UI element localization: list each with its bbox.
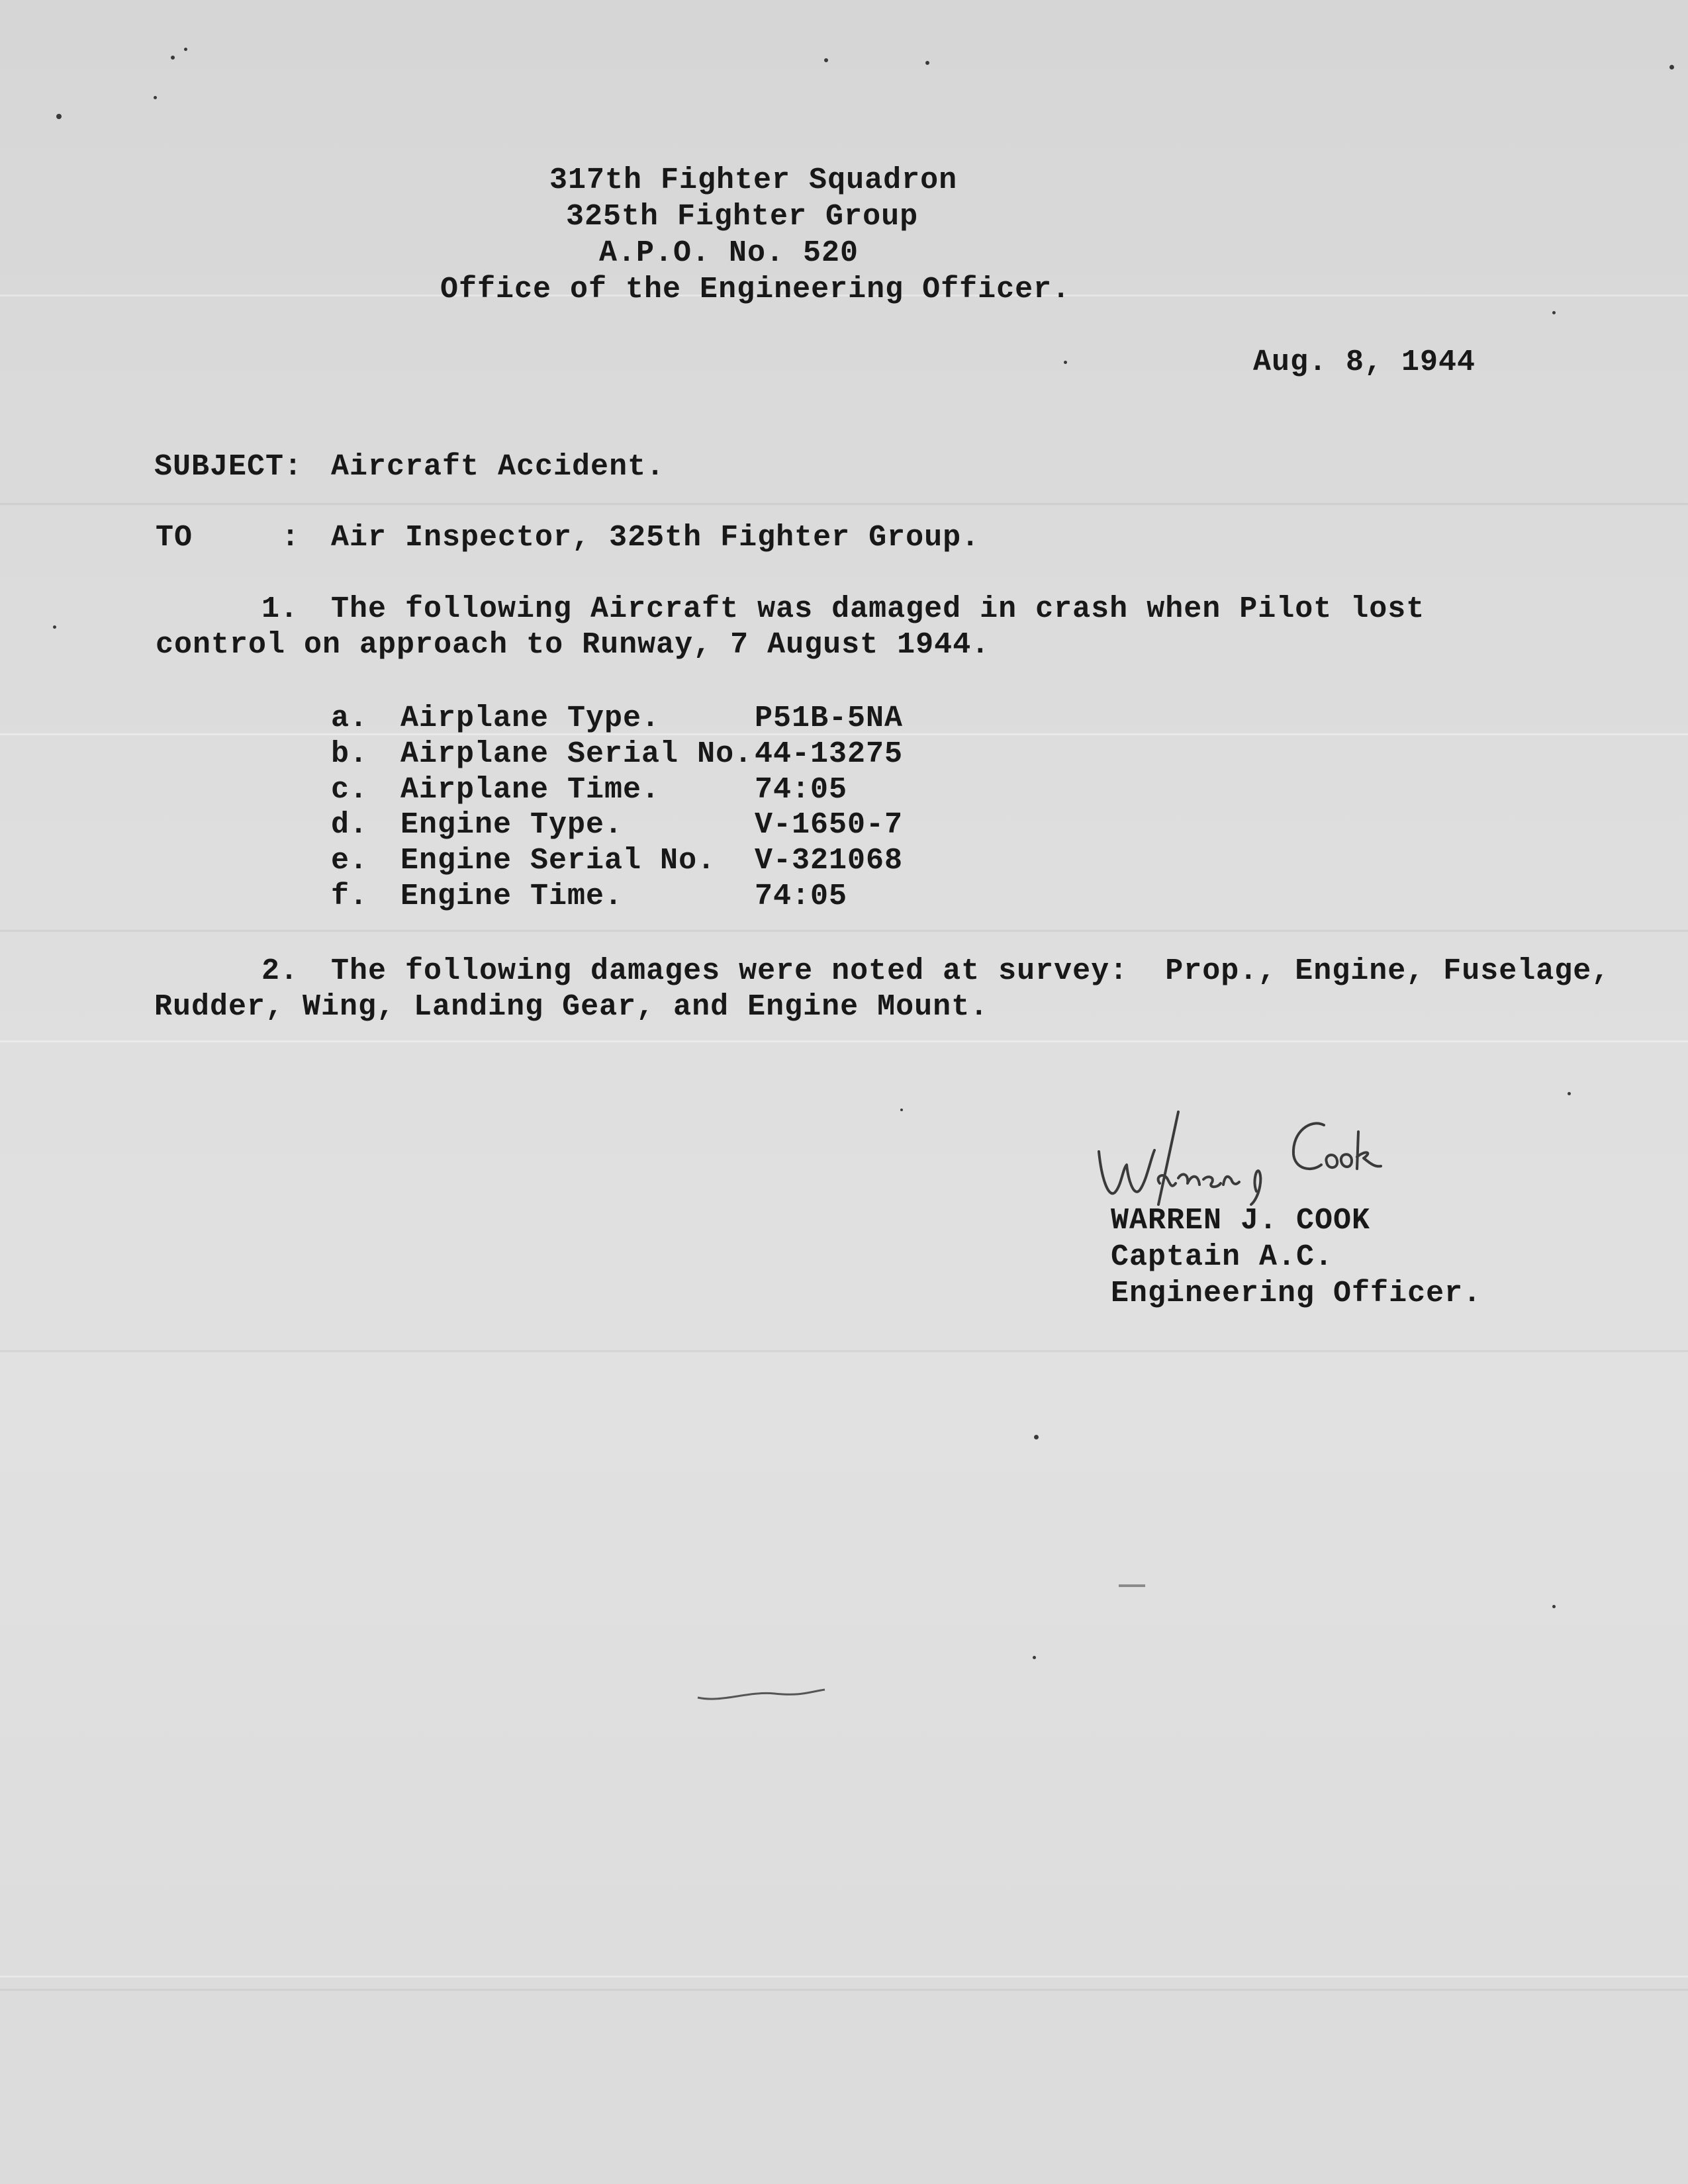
signer-title: Engineering Officer. <box>1111 1277 1482 1310</box>
speck <box>1033 1656 1036 1659</box>
scratch-mark <box>1119 1584 1145 1587</box>
speck <box>900 1109 903 1111</box>
subject-label: SUBJECT: <box>154 450 303 484</box>
speck <box>1568 1092 1571 1095</box>
scan-line <box>0 930 1688 932</box>
scan-line <box>0 1989 1688 1991</box>
scan-line <box>0 1976 1688 1978</box>
speck <box>1669 65 1674 69</box>
item-value: V-321068 <box>755 844 904 878</box>
item-letter: c. <box>331 773 369 807</box>
speck <box>53 625 56 629</box>
item-letter: d. <box>331 808 369 842</box>
speck <box>1034 1435 1039 1439</box>
handwritten-signature <box>1086 1105 1390 1218</box>
item-value: 44-13275 <box>755 737 904 771</box>
item-label: Airplane Serial No. <box>400 737 753 771</box>
item-letter: b. <box>331 737 369 771</box>
signer-rank: Captain A.C. <box>1111 1240 1334 1274</box>
item-label: Airplane Time. <box>400 773 661 807</box>
to-separator: : <box>281 521 301 555</box>
subject-value: Aircraft Accident. <box>331 450 665 484</box>
speck <box>184 48 187 51</box>
letterhead-apo: A.P.O. No. 520 <box>599 236 859 270</box>
paragraph-2-line-1: The following damages were noted at survey: Prop., Engine, Fuselage, <box>331 954 1611 988</box>
item-value: 74:05 <box>755 880 848 913</box>
item-label: Engine Serial No. <box>400 844 716 878</box>
document-date: Aug. 8, 1944 <box>1253 345 1476 379</box>
speck <box>824 58 828 62</box>
letterhead-squadron: 317th Fighter Squadron <box>549 163 958 197</box>
paragraph-2-number: 2. <box>261 954 299 988</box>
speck <box>925 61 929 65</box>
letterhead-office: Office of the Engineering Officer. <box>440 273 1071 306</box>
to-value: Air Inspector, 325th Fighter Group. <box>331 521 980 555</box>
item-letter: e. <box>331 844 369 878</box>
item-value: V-1650-7 <box>755 808 904 842</box>
speck <box>56 114 62 119</box>
paragraph-1-number: 1. <box>261 592 299 626</box>
speck <box>1064 361 1067 364</box>
speck <box>154 96 157 99</box>
paragraph-2-line-2: Rudder, Wing, Landing Gear, and Engine Mount. <box>154 990 989 1024</box>
item-label: Engine Type. <box>400 808 624 842</box>
scan-line <box>0 1040 1688 1042</box>
item-letter: a. <box>331 702 369 735</box>
scratch-mark <box>695 1684 827 1704</box>
paragraph-1-line-2: control on approach to Runway, 7 August 1944. <box>156 628 990 662</box>
item-label: Airplane Type. <box>400 702 661 735</box>
scan-line <box>0 503 1688 505</box>
speck <box>1552 311 1556 314</box>
speck <box>1552 1605 1556 1608</box>
item-value: P51B-5NA <box>755 702 904 735</box>
item-value: 74:05 <box>755 773 848 807</box>
speck <box>171 56 175 60</box>
item-label: Engine Time. <box>400 880 624 913</box>
signer-name: WARREN J. COOK <box>1111 1204 1371 1238</box>
scan-line <box>0 1350 1688 1352</box>
paragraph-1-line-1: The following Aircraft was damaged in crash when Pilot lost <box>331 592 1425 626</box>
to-label: TO <box>156 521 193 555</box>
letterhead-group: 325th Fighter Group <box>566 200 919 234</box>
item-letter: f. <box>331 880 369 913</box>
